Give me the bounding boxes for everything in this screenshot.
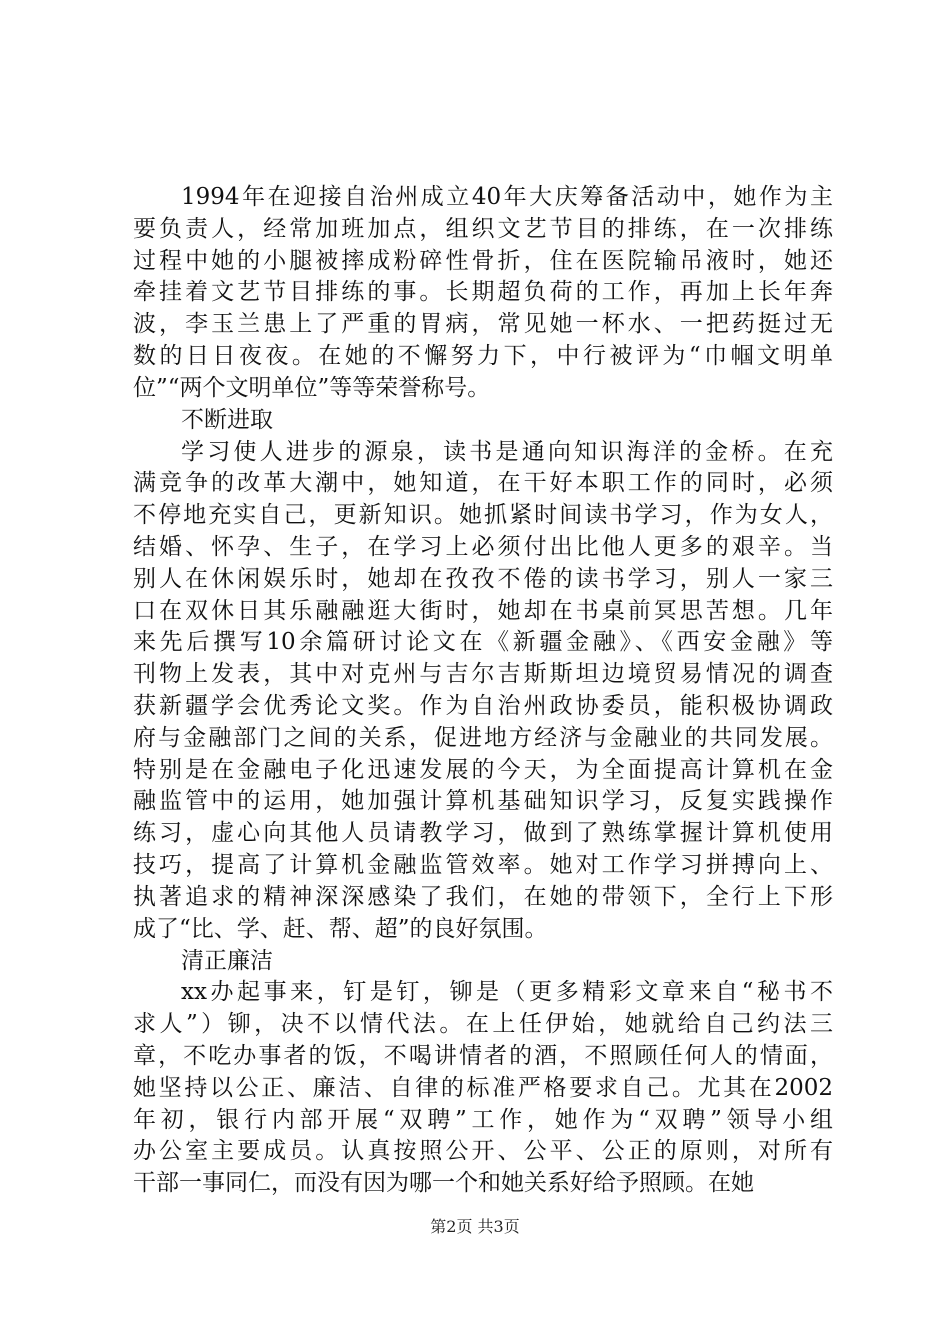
text-line: 波，李玉兰患上了严重的胃病，常见她一杯水、一把药挺过无 [133,311,833,338]
text-line: 她坚持以公正、廉洁、自律的标准严格要求自己。尤其在2002 [133,1074,833,1101]
text-line: 办公室主要成员。认真按照公开、公平、公正的原则，对所有 [133,1138,833,1165]
text-line: 府与金融部门之间的关系，促进地方经济与金融业的共同发展。 [133,724,833,751]
text-line: 过程中她的小腿被摔成粉碎性骨折，住在医院输吊液时，她还 [133,247,833,274]
text-line: 技巧，提高了计算机金融监管效率。她对工作学习拼搏向上、 [133,852,833,879]
text-line: xx办起事来，钉是钉，铆是（更多精彩文章来自“秘书不 [181,979,833,1006]
text-line: 位”“两个文明单位”等等荣誉称号。 [133,374,491,401]
text-line: 牵挂着文艺节目排练的事。长期超负荷的工作，再加上长年奔 [133,279,833,306]
text-line: 融监管中的运用，她加强计算机基础知识学习，反复实践操作 [133,788,833,815]
section-heading: 清正廉洁 [181,947,273,974]
text-line: 求人”）铆，决不以情代法。在上任伊始，她就给自己约法三 [133,1011,833,1038]
text-line: 要负责人，经常加班加点，组织文艺节目的排练，在一次排练 [133,215,833,242]
page-footer: 第2页 共3页 [430,1217,520,1236]
text-line: 别人在休闲娱乐时，她却在孜孜不倦的读书学习，别人一家三 [133,565,833,592]
text-line: 口在双休日其乐融融逛大街时，她却在书桌前冥思苦想。几年 [133,597,833,624]
text-line: 特别是在金融电子化迅速发展的今天，为全面提高计算机在金 [133,756,833,783]
text-line: 满竞争的改革大潮中，她知道，在干好本职工作的同时，必须 [133,470,833,497]
text-line: 练习，虚心向其他人员请教学习，做到了熟练掌握计算机使用 [133,820,833,847]
text-line: 结婚、怀孕、生子，在学习上必须付出比他人更多的艰辛。当 [133,533,833,560]
text-line: 数的日日夜夜。在她的不懈努力下，中行被评为“巾帼文明单 [133,343,833,370]
section-heading: 不断进取 [181,406,273,433]
text-line: 来先后撰写10余篇研讨论文在《新疆金融》、《西安金融》等 [133,629,833,656]
text-line: 执著追求的精神深深感染了我们，在她的带领下，全行上下形 [133,883,833,910]
text-line: 学习使人进步的源泉，读书是通向知识海洋的金桥。在充 [181,438,833,465]
text-line: 年初，银行内部开展“双聘”工作，她作为“双聘”领导小组 [133,1106,833,1133]
text-line: 干部一事同仁，而没有因为哪一个和她关系好给予照顾。在她 [133,1170,754,1197]
text-line: 1994年在迎接自治州成立40年大庆筹备活动中，她作为主 [181,184,833,210]
text-line: 获新疆学会优秀论文奖。作为自治州政协委员，能积极协调政 [133,693,833,719]
text-line: 章，不吃办事者的饭，不喝讲情者的酒，不照顾任何人的情面， [133,1042,833,1069]
text-line: 成了“比、学、赶、帮、超”的良好氛围。 [133,915,548,942]
text-line: 不停地充实自己，更新知识。她抓紧时间读书学习，作为女人， [133,502,833,529]
text-line: 刊物上发表，其中对克州与吉尔吉斯斯坦边境贸易情况的调查 [133,661,833,688]
